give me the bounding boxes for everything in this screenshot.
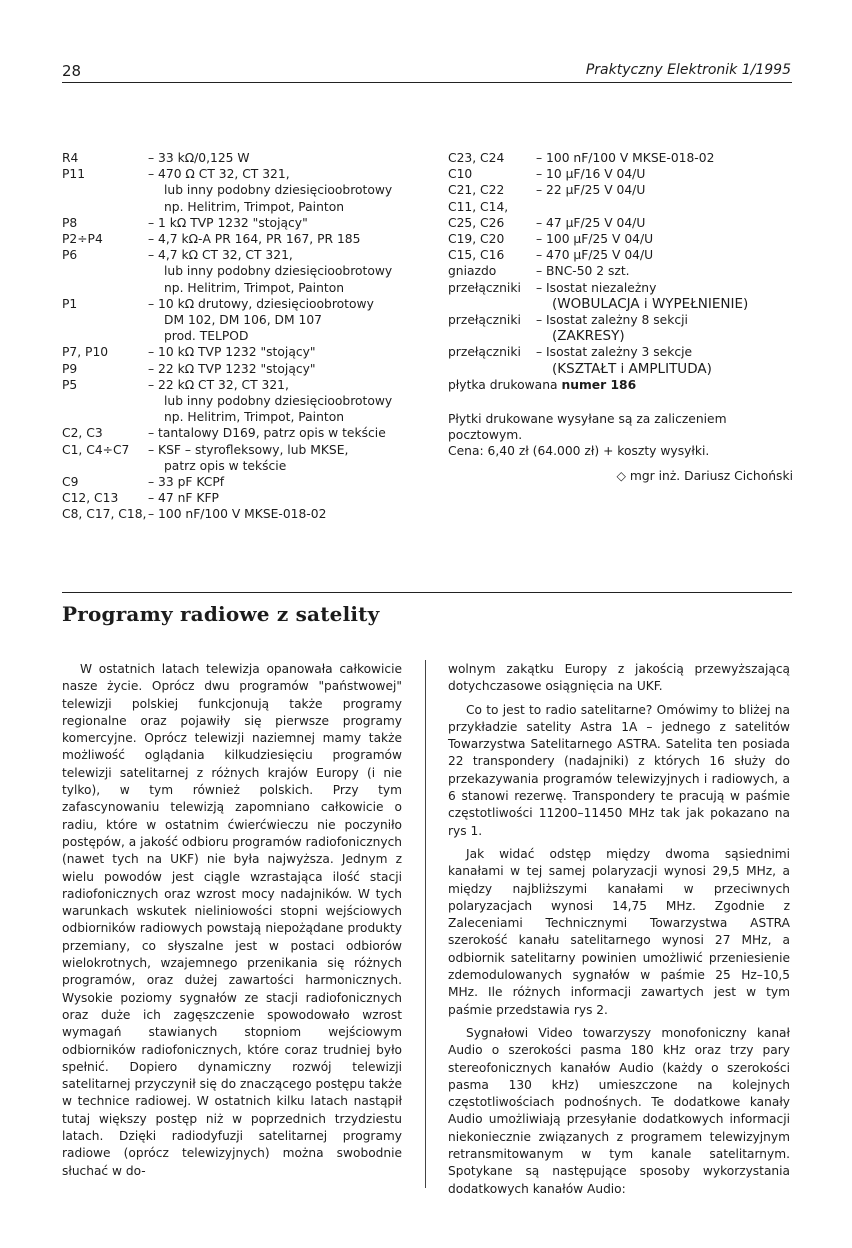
part-reference: [62, 409, 148, 425]
part-reference: P9: [62, 361, 78, 376]
part-row: [448, 361, 793, 377]
part-reference: [62, 458, 148, 474]
part-spec: – 10 μF/16 V 04/U: [536, 167, 646, 182]
part-row: [62, 150, 412, 166]
part-spec: lub inny podobny dziesięcioobrotowy: [164, 183, 393, 198]
part-row: [448, 199, 793, 215]
part-row: [62, 425, 412, 441]
part-reference: przełączniki: [448, 313, 521, 328]
article-title: Programy radiowe z satelity: [62, 602, 380, 626]
part-row: [62, 166, 412, 182]
part-spec: DM 102, DM 106, DM 107: [164, 313, 323, 328]
part-reference: P7, P10: [62, 345, 109, 360]
part-row: [62, 247, 412, 263]
article-paragraph: wolnym zakątku Europy z jakością przewyższającą dotychczasowe osiągnięcia na UKF.: [448, 662, 790, 694]
author: ◇ mgr inż. Dariusz Cichoński: [616, 468, 793, 483]
part-spec: – 22 μF/25 V 04/U: [536, 183, 646, 198]
part-spec: lub inny podobny dziesięcioobrotowy: [164, 264, 393, 279]
part-reference: przełączniki: [448, 345, 521, 360]
part-spec: – 470 Ω CT 32, CT 321,: [148, 167, 290, 182]
part-reference: C10: [448, 167, 473, 182]
part-row: [62, 296, 412, 312]
part-row: [62, 215, 412, 231]
part-spec: [536, 199, 793, 215]
article-paragraph: W ostatnich latach telewizja opanowała całkowicie nasze życie. Oprócz dwu programów "państwowej" telewizji polskiej funkcjonują także programy regionalne oraz pojawiły się pierwsze programy komercyjne. Oprócz telewizji naziemnej mamy także możliwość oglądania kilkudziesięciu programów telewizji satelitarnej z różnych krajów Europy (i nie tylko), w tym również polskich. Przy tym zafascynowaniu telewizją zapomniano całkowicie o radiu, które w ostatnim ćwierćwieczu nie poczyniło postępów, a jakość odbioru programów radiofonicznych (nawet tych na UKF) nie była najwyższa. Jednym z wielu powodów jest ciągle wzrastająca ilość stacji radiofonicznych oraz wzrost mocy nadajników. W tych warunkach wskutek nieliniowości stopni wejściowych odbiorników radiowych powstają niepożądane produkty przemiany, co słyszalne jest w postaci odbiorów wielokrotnych, wzajemnego przenikania się różnych programów, oraz dużej zawartości harmonicznych. Wysokie poziomy sygnałów ze stacji radiofonicznych oraz duże ich zagęszczenie spowodowało wzrost wymagań stawianych stopniom wejściowym odbiorników radiofonicznych, które coraz trudniej było spełnić. Dopiero dynamiczny rozwój telewizji satelitarnej przyczynił się do znaczącego postępu także w technice radiowej. W ostatnich kilku latach nastąpił tutaj większy postęp niż w poprzednich trzydziestu latach. Dzięki radiodyfuzji satelitarnej programy radiowe (oprócz telewizyjnych) można swobodnie słuchać w do-: [62, 662, 403, 1178]
part-row: [62, 409, 412, 425]
part-row: [448, 280, 793, 296]
part-row: [62, 328, 412, 344]
part-reference: [62, 263, 148, 279]
shipping-line-2: pocztowym.: [448, 428, 523, 443]
part-row: [62, 344, 412, 360]
part-spec: (WOBULACJA i WYPEŁNIENIE): [552, 295, 749, 312]
part-row: [62, 442, 412, 458]
part-reference: C2, C3: [62, 426, 103, 441]
part-reference: C8, C17, C18,: [62, 507, 147, 522]
part-reference: P2÷P4: [62, 232, 103, 247]
part-spec: – 4,7 kΩ CT 32, CT 321,: [148, 248, 293, 263]
part-row: [62, 490, 412, 506]
article-paragraph: Sygnałowi Video towarzyszy monofoniczny kanał Audio o szerokości pasma 180 kHz oraz trzy pary stereofonicznych kanałów Audio (każdy o szerokości pasma 130 kHz) umieszczone na kolejnych częstotliwościach podnośnych. Te dodatkowe kanały Audio umożliwiają przesyłanie dodatkowych informacji niekoniecznie związanych z programem telewizyjnym retransmitowanym w tym kanale satelitarnym. Spotykane są następujące sposoby wykorzystania dodatkowych kanałów Audio:: [448, 1025, 790, 1196]
part-reference: gniazdo: [448, 264, 497, 279]
part-spec: lub inny podobny dziesięcioobrotowy: [164, 394, 393, 409]
part-reference: [448, 328, 536, 344]
part-reference: R4: [62, 151, 79, 165]
article-paragraph: Co to jest to radio satelitarne? Omówimy to bliżej na przykładzie satelity Astra 1A – jednego z satelitów Towarzystwa Satelitarnego ASTRA. Satelita ten posiada 22 transpondery (nadajniki) z których 16 służy do przekazywania programów telewizyjnych i radiowych, a 6 stanowi rezerwę. Transpondery te pracują w paśmie częstotliwości 11200–11450 MHz tak jak pokazano na rys 1.: [448, 702, 790, 838]
part-reference: [448, 361, 536, 377]
article-paragraphs-right: [448, 702, 790, 1198]
part-spec: – 100 μF/25 V 04/U: [536, 232, 654, 247]
part-spec: – 33 pF KCPf: [148, 475, 225, 490]
part-row: [448, 150, 793, 166]
parts-list-right: [448, 150, 793, 377]
part-spec: – 100 nF/100 V MKSE-018-02: [536, 151, 715, 165]
part-row: [62, 393, 412, 409]
part-spec: – Isostat niezależny: [536, 280, 657, 295]
part-row: [62, 312, 412, 328]
part-row: [448, 166, 793, 182]
pcb-line: [448, 377, 793, 393]
part-reference: P5: [62, 377, 78, 392]
part-reference: [62, 328, 148, 344]
part-spec: – 22 kΩ TVP 1232 "stojący": [148, 361, 316, 376]
part-row: [448, 344, 793, 360]
part-spec: – 10 kΩ drutowy, dziesięcioobrotowy: [148, 296, 374, 311]
part-row: [448, 263, 793, 279]
article-column-left: [62, 661, 402, 1186]
part-spec: – 47 μF/25 V 04/U: [536, 215, 646, 230]
part-spec: – 470 μF/25 V 04/U: [536, 248, 654, 263]
article-column-right: [448, 661, 790, 1204]
part-spec: – tantalowy D169, patrz opis w tekście: [148, 426, 386, 441]
column-divider: [425, 660, 426, 1188]
part-spec: – 100 nF/100 V MKSE-018-02: [148, 507, 327, 522]
price-line: Cena: 6,40 zł (64.000 zł) + koszty wysyłki.: [448, 444, 710, 459]
part-row: [448, 312, 793, 328]
part-row: [448, 247, 793, 263]
part-spec: (KSZTAŁT i AMPLITUDA): [552, 360, 712, 377]
part-spec: – 22 kΩ CT 32, CT 321,: [148, 377, 289, 392]
part-spec: np. Helitrim, Trimpot, Painton: [164, 280, 345, 295]
part-row: [62, 263, 412, 279]
part-row: [62, 182, 412, 198]
part-reference: przełączniki: [448, 280, 521, 295]
magazine-title: Praktyczny Elektronik 1/1995: [585, 62, 791, 78]
part-row: [62, 361, 412, 377]
part-spec: np. Helitrim, Trimpot, Painton: [164, 199, 345, 214]
part-spec: – 4,7 kΩ-A PR 164, PR 167, PR 185: [148, 232, 361, 247]
part-reference: [62, 199, 148, 215]
part-spec: – BNC-50 2 szt.: [536, 264, 630, 279]
part-reference: [62, 312, 148, 328]
part-row: [62, 506, 412, 522]
part-reference: C25, C26: [448, 215, 505, 230]
part-row: [62, 458, 412, 474]
part-spec: – 33 kΩ/0,125 W: [148, 151, 250, 165]
part-reference: C11, C14,: [448, 199, 509, 214]
pcb-text: płytka drukowana: [448, 377, 558, 392]
part-row: [448, 215, 793, 231]
part-row: [62, 231, 412, 247]
part-reference: C15, C16: [448, 248, 505, 263]
part-reference: P11: [62, 167, 86, 182]
part-reference: P8: [62, 215, 78, 230]
part-reference: C21, C22: [448, 183, 505, 198]
part-spec: np. Helitrim, Trimpot, Painton: [164, 410, 345, 425]
parts-list-left: [62, 150, 412, 523]
part-row: [62, 280, 412, 296]
part-reference: C1, C4÷C7: [62, 442, 130, 457]
part-reference: C12, C13: [62, 491, 119, 506]
part-reference: [62, 182, 148, 198]
part-reference: [62, 393, 148, 409]
part-reference: C19, C20: [448, 232, 505, 247]
part-row: [62, 474, 412, 490]
page-number: 28: [62, 62, 82, 80]
parts-list-right-wrap: [448, 150, 793, 484]
part-reference: [448, 296, 536, 312]
part-spec: – KSF – styrofleksowy, lub MKSE,: [148, 442, 349, 457]
part-spec: – 47 nF KFP: [148, 491, 219, 506]
part-row: [448, 296, 793, 312]
part-row: [448, 182, 793, 198]
part-spec: – Isostat zależny 8 sekcji: [536, 313, 688, 328]
part-spec: – 10 kΩ TVP 1232 "stojący": [148, 345, 316, 360]
part-reference: C9: [62, 475, 79, 490]
part-reference: C23, C24: [448, 151, 505, 165]
section-divider: [62, 592, 792, 593]
shipping-line-1: Płytki drukowane wysyłane są za zaliczeniem: [448, 412, 727, 427]
part-spec: – 1 kΩ TVP 1232 "stojący": [148, 215, 308, 230]
header-divider: [62, 82, 792, 83]
part-spec: (ZAKRESY): [552, 328, 625, 345]
part-spec: prod. TELPOD: [164, 329, 249, 344]
part-reference: P6: [62, 248, 78, 263]
part-spec: patrz opis w tekście: [164, 458, 287, 473]
part-row: [448, 231, 793, 247]
article-paragraph: Jak widać odstęp między dwoma sąsiednimi kanałami w tej samej polaryzacji wynosi 29,5 MHz, a między najbliższymi kanałami w przeciwnych polaryzacjach wynosi 14,75 MHz. Zgodnie z Zaleceniami Technicznymi Towarzystwa ASTRA szerokość kanału satelitarnego wynosi 27 MHz, a odbiornik satelitarny powinien umożliwić przeniesienie zdemodulowanych sygnałów w paśmie 25 Hz–10,5 MHz. Ile różnych informacji zawartych jest w tym paśmie przedstawia rys 2.: [448, 846, 790, 1017]
pcb-number: numer 186: [561, 377, 637, 392]
part-reference: P1: [62, 296, 78, 311]
part-row: [62, 199, 412, 215]
part-spec: – Isostat zależny 3 sekcje: [536, 345, 693, 360]
part-row: [448, 328, 793, 344]
part-reference: [62, 280, 148, 296]
part-row: [62, 377, 412, 393]
